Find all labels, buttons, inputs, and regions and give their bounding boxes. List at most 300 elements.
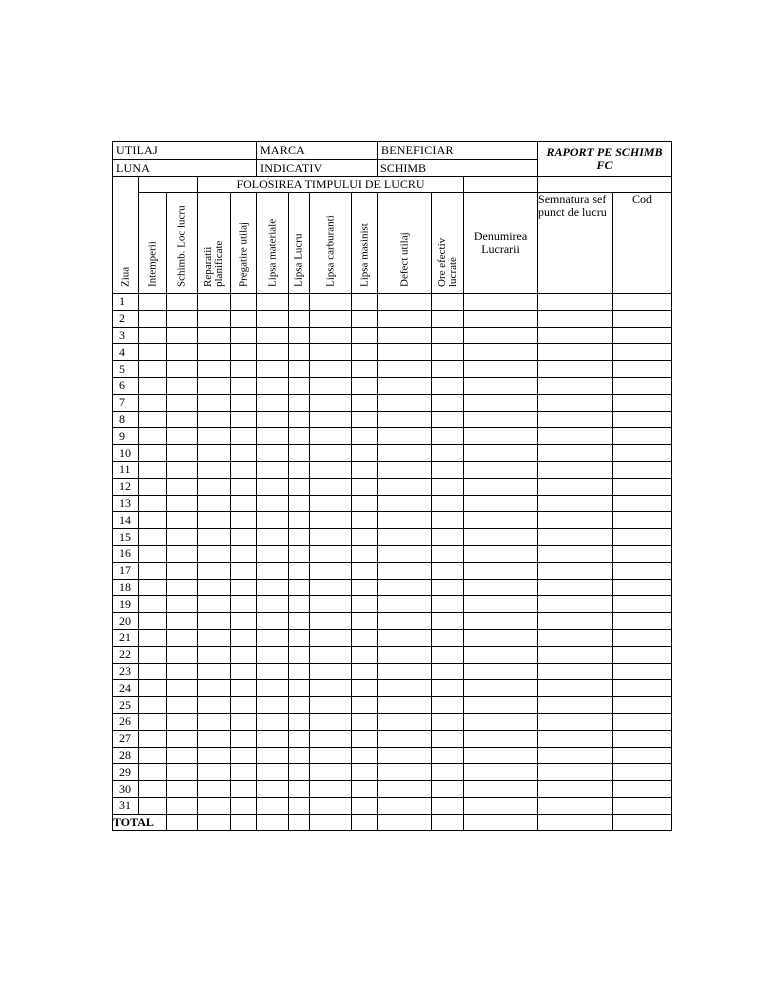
cell-defect[interactable] [378,781,432,798]
cell-semnatura[interactable] [538,294,613,311]
cell-schimb-loc[interactable] [167,445,198,462]
cell-ore-efectiv[interactable] [432,495,464,512]
cell-semnatura[interactable] [538,613,613,630]
cell-denumirea[interactable] [464,697,538,714]
cell-reparatii[interactable] [198,613,231,630]
cell-defect[interactable] [378,629,432,646]
cell-lipsa-masinist[interactable] [352,344,378,361]
cell-lipsa-materiale[interactable] [257,781,289,798]
cell-pregatire[interactable] [231,680,257,697]
total-lipsa-lucru[interactable] [289,814,310,830]
cell-pregatire[interactable] [231,613,257,630]
cell-lipsa-carburanti[interactable] [310,512,352,529]
cell-defect[interactable] [378,545,432,562]
cell-lipsa-masinist[interactable] [352,562,378,579]
cell-pregatire[interactable] [231,596,257,613]
cell-defect[interactable] [378,361,432,378]
cell-semnatura[interactable] [538,545,613,562]
cell-lipsa-masinist[interactable] [352,428,378,445]
cell-defect[interactable] [378,344,432,361]
cell-lipsa-masinist[interactable] [352,495,378,512]
cell-lipsa-lucru[interactable] [289,680,310,697]
cell-ore-efectiv[interactable] [432,394,464,411]
cell-reparatii[interactable] [198,478,231,495]
cell-ore-efectiv[interactable] [432,294,464,311]
cell-lipsa-lucru[interactable] [289,797,310,814]
cell-lipsa-carburanti[interactable] [310,327,352,344]
cell-cod[interactable] [613,797,672,814]
cell-denumirea[interactable] [464,680,538,697]
cell-lipsa-carburanti[interactable] [310,730,352,747]
cell-schimb-loc[interactable] [167,781,198,798]
cell-lipsa-masinist[interactable] [352,478,378,495]
cell-pregatire[interactable] [231,377,257,394]
cell-ore-efectiv[interactable] [432,545,464,562]
cell-lipsa-masinist[interactable] [352,294,378,311]
cell-lipsa-lucru[interactable] [289,344,310,361]
cell-lipsa-lucru[interactable] [289,730,310,747]
cell-intemperii[interactable] [139,680,167,697]
cell-ore-efectiv[interactable] [432,596,464,613]
cell-denumirea[interactable] [464,495,538,512]
cell-semnatura[interactable] [538,697,613,714]
cell-lipsa-carburanti[interactable] [310,344,352,361]
cell-lipsa-materiale[interactable] [257,663,289,680]
cell-denumirea[interactable] [464,529,538,546]
cell-semnatura[interactable] [538,596,613,613]
cell-ore-efectiv[interactable] [432,797,464,814]
cell-ore-efectiv[interactable] [432,529,464,546]
cell-lipsa-lucru[interactable] [289,613,310,630]
cell-ore-efectiv[interactable] [432,663,464,680]
cell-lipsa-carburanti[interactable] [310,579,352,596]
cell-denumirea[interactable] [464,461,538,478]
cell-pregatire[interactable] [231,697,257,714]
cell-ore-efectiv[interactable] [432,461,464,478]
cell-ore-efectiv[interactable] [432,764,464,781]
cell-intemperii[interactable] [139,411,167,428]
cell-lipsa-masinist[interactable] [352,797,378,814]
cell-intemperii[interactable] [139,512,167,529]
cell-semnatura[interactable] [538,461,613,478]
cell-lipsa-lucru[interactable] [289,310,310,327]
cell-lipsa-lucru[interactable] [289,394,310,411]
cell-pregatire[interactable] [231,294,257,311]
cell-schimb-loc[interactable] [167,495,198,512]
cell-denumirea[interactable] [464,562,538,579]
cell-schimb-loc[interactable] [167,461,198,478]
cell-lipsa-masinist[interactable] [352,377,378,394]
cell-lipsa-materiale[interactable] [257,394,289,411]
cell-intemperii[interactable] [139,327,167,344]
cell-lipsa-masinist[interactable] [352,697,378,714]
cell-lipsa-materiale[interactable] [257,613,289,630]
cell-lipsa-lucru[interactable] [289,428,310,445]
cell-lipsa-carburanti[interactable] [310,596,352,613]
cell-intemperii[interactable] [139,344,167,361]
cell-lipsa-carburanti[interactable] [310,478,352,495]
cell-intemperii[interactable] [139,613,167,630]
cell-reparatii[interactable] [198,545,231,562]
cell-defect[interactable] [378,764,432,781]
cell-lipsa-masinist[interactable] [352,613,378,630]
cell-denumirea[interactable] [464,394,538,411]
cell-ore-efectiv[interactable] [432,344,464,361]
cell-schimb-loc[interactable] [167,562,198,579]
cell-lipsa-lucru[interactable] [289,764,310,781]
cell-defect[interactable] [378,411,432,428]
cell-intemperii[interactable] [139,428,167,445]
cell-schimb-loc[interactable] [167,344,198,361]
cell-reparatii[interactable] [198,327,231,344]
cell-cod[interactable] [613,461,672,478]
cell-denumirea[interactable] [464,579,538,596]
cell-pregatire[interactable] [231,781,257,798]
cell-denumirea[interactable] [464,747,538,764]
cell-intemperii[interactable] [139,747,167,764]
cell-schimb-loc[interactable] [167,596,198,613]
cell-schimb-loc[interactable] [167,697,198,714]
cell-lipsa-lucru[interactable] [289,411,310,428]
cell-denumirea[interactable] [464,764,538,781]
cell-semnatura[interactable] [538,562,613,579]
cell-lipsa-materiale[interactable] [257,344,289,361]
cell-denumirea[interactable] [464,596,538,613]
cell-reparatii[interactable] [198,646,231,663]
cell-ore-efectiv[interactable] [432,310,464,327]
cell-cod[interactable] [613,411,672,428]
cell-lipsa-materiale[interactable] [257,797,289,814]
cell-lipsa-materiale[interactable] [257,428,289,445]
cell-schimb-loc[interactable] [167,310,198,327]
cell-lipsa-carburanti[interactable] [310,377,352,394]
cell-lipsa-lucru[interactable] [289,529,310,546]
cell-pregatire[interactable] [231,478,257,495]
cell-reparatii[interactable] [198,562,231,579]
cell-lipsa-lucru[interactable] [289,294,310,311]
cell-semnatura[interactable] [538,781,613,798]
cell-pregatire[interactable] [231,461,257,478]
total-ore-efectiv[interactable] [432,814,464,830]
cell-lipsa-lucru[interactable] [289,629,310,646]
cell-denumirea[interactable] [464,730,538,747]
cell-denumirea[interactable] [464,613,538,630]
cell-schimb-loc[interactable] [167,646,198,663]
cell-cod[interactable] [613,764,672,781]
cell-cod[interactable] [613,294,672,311]
cell-ore-efectiv[interactable] [432,579,464,596]
cell-reparatii[interactable] [198,579,231,596]
cell-lipsa-lucru[interactable] [289,562,310,579]
cell-lipsa-carburanti[interactable] [310,646,352,663]
cell-cod[interactable] [613,613,672,630]
cell-lipsa-masinist[interactable] [352,713,378,730]
cell-defect[interactable] [378,646,432,663]
cell-lipsa-masinist[interactable] [352,394,378,411]
cell-defect[interactable] [378,596,432,613]
cell-semnatura[interactable] [538,764,613,781]
cell-lipsa-carburanti[interactable] [310,411,352,428]
cell-reparatii[interactable] [198,697,231,714]
cell-schimb-loc[interactable] [167,512,198,529]
cell-cod[interactable] [613,697,672,714]
cell-intemperii[interactable] [139,697,167,714]
total-denumirea[interactable] [464,814,538,830]
cell-lipsa-materiale[interactable] [257,562,289,579]
cell-intemperii[interactable] [139,529,167,546]
cell-pregatire[interactable] [231,663,257,680]
cell-semnatura[interactable] [538,327,613,344]
cell-reparatii[interactable] [198,764,231,781]
cell-semnatura[interactable] [538,361,613,378]
cell-cod[interactable] [613,495,672,512]
cell-lipsa-carburanti[interactable] [310,797,352,814]
cell-ore-efectiv[interactable] [432,445,464,462]
cell-denumirea[interactable] [464,646,538,663]
cell-reparatii[interactable] [198,797,231,814]
cell-lipsa-lucru[interactable] [289,697,310,714]
cell-lipsa-masinist[interactable] [352,646,378,663]
cell-semnatura[interactable] [538,663,613,680]
cell-denumirea[interactable] [464,478,538,495]
cell-lipsa-materiale[interactable] [257,310,289,327]
cell-lipsa-masinist[interactable] [352,680,378,697]
cell-cod[interactable] [613,344,672,361]
total-pregatire[interactable] [231,814,257,830]
cell-reparatii[interactable] [198,294,231,311]
cell-lipsa-carburanti[interactable] [310,781,352,798]
cell-defect[interactable] [378,747,432,764]
cell-denumirea[interactable] [464,781,538,798]
cell-defect[interactable] [378,512,432,529]
cell-lipsa-materiale[interactable] [257,445,289,462]
cell-cod[interactable] [613,478,672,495]
cell-schimb-loc[interactable] [167,529,198,546]
cell-schimb-loc[interactable] [167,545,198,562]
cell-schimb-loc[interactable] [167,613,198,630]
cell-lipsa-masinist[interactable] [352,461,378,478]
cell-lipsa-materiale[interactable] [257,713,289,730]
cell-semnatura[interactable] [538,730,613,747]
cell-ore-efectiv[interactable] [432,646,464,663]
cell-schimb-loc[interactable] [167,478,198,495]
cell-schimb-loc[interactable] [167,327,198,344]
cell-semnatura[interactable] [538,747,613,764]
cell-semnatura[interactable] [538,529,613,546]
cell-defect[interactable] [378,495,432,512]
cell-lipsa-lucru[interactable] [289,646,310,663]
cell-pregatire[interactable] [231,512,257,529]
cell-lipsa-materiale[interactable] [257,764,289,781]
cell-intemperii[interactable] [139,361,167,378]
cell-pregatire[interactable] [231,411,257,428]
cell-schimb-loc[interactable] [167,361,198,378]
cell-lipsa-carburanti[interactable] [310,545,352,562]
cell-defect[interactable] [378,478,432,495]
cell-ore-efectiv[interactable] [432,747,464,764]
cell-lipsa-masinist[interactable] [352,512,378,529]
cell-intemperii[interactable] [139,797,167,814]
cell-semnatura[interactable] [538,646,613,663]
cell-cod[interactable] [613,377,672,394]
cell-lipsa-materiale[interactable] [257,596,289,613]
cell-pregatire[interactable] [231,730,257,747]
cell-semnatura[interactable] [538,411,613,428]
cell-pregatire[interactable] [231,361,257,378]
cell-defect[interactable] [378,461,432,478]
cell-lipsa-carburanti[interactable] [310,529,352,546]
cell-denumirea[interactable] [464,294,538,311]
cell-semnatura[interactable] [538,495,613,512]
cell-schimb-loc[interactable] [167,730,198,747]
cell-lipsa-materiale[interactable] [257,512,289,529]
cell-lipsa-materiale[interactable] [257,747,289,764]
cell-lipsa-materiale[interactable] [257,478,289,495]
cell-lipsa-lucru[interactable] [289,663,310,680]
cell-semnatura[interactable] [538,394,613,411]
cell-schimb-loc[interactable] [167,797,198,814]
cell-cod[interactable] [613,327,672,344]
cell-intemperii[interactable] [139,579,167,596]
cell-cod[interactable] [613,646,672,663]
cell-reparatii[interactable] [198,310,231,327]
cell-semnatura[interactable] [538,629,613,646]
cell-intemperii[interactable] [139,646,167,663]
cell-reparatii[interactable] [198,428,231,445]
cell-pregatire[interactable] [231,529,257,546]
cell-lipsa-lucru[interactable] [289,495,310,512]
cell-lipsa-masinist[interactable] [352,579,378,596]
cell-ore-efectiv[interactable] [432,697,464,714]
total-lipsa-materiale[interactable] [257,814,289,830]
cell-lipsa-carburanti[interactable] [310,361,352,378]
cell-intemperii[interactable] [139,445,167,462]
cell-lipsa-masinist[interactable] [352,529,378,546]
cell-lipsa-lucru[interactable] [289,596,310,613]
cell-defect[interactable] [378,294,432,311]
cell-defect[interactable] [378,327,432,344]
cell-reparatii[interactable] [198,730,231,747]
cell-denumirea[interactable] [464,428,538,445]
cell-denumirea[interactable] [464,411,538,428]
cell-pregatire[interactable] [231,764,257,781]
total-schimb-loc[interactable] [167,814,198,830]
cell-lipsa-masinist[interactable] [352,747,378,764]
cell-intemperii[interactable] [139,545,167,562]
cell-ore-efectiv[interactable] [432,361,464,378]
cell-denumirea[interactable] [464,797,538,814]
cell-lipsa-materiale[interactable] [257,680,289,697]
cell-reparatii[interactable] [198,344,231,361]
cell-ore-efectiv[interactable] [432,428,464,445]
cell-defect[interactable] [378,680,432,697]
cell-schimb-loc[interactable] [167,764,198,781]
total-cod[interactable] [613,814,672,830]
cell-intemperii[interactable] [139,781,167,798]
cell-pregatire[interactable] [231,713,257,730]
cell-reparatii[interactable] [198,663,231,680]
cell-intemperii[interactable] [139,478,167,495]
cell-ore-efectiv[interactable] [432,781,464,798]
cell-intemperii[interactable] [139,495,167,512]
cell-pregatire[interactable] [231,344,257,361]
cell-cod[interactable] [613,545,672,562]
cell-lipsa-masinist[interactable] [352,781,378,798]
cell-defect[interactable] [378,445,432,462]
cell-lipsa-masinist[interactable] [352,327,378,344]
cell-reparatii[interactable] [198,680,231,697]
total-lipsa-carburanti[interactable] [310,814,352,830]
cell-cod[interactable] [613,680,672,697]
cell-ore-efectiv[interactable] [432,512,464,529]
cell-lipsa-lucru[interactable] [289,478,310,495]
cell-ore-efectiv[interactable] [432,562,464,579]
cell-lipsa-carburanti[interactable] [310,764,352,781]
cell-reparatii[interactable] [198,629,231,646]
cell-cod[interactable] [613,781,672,798]
cell-intemperii[interactable] [139,629,167,646]
cell-cod[interactable] [613,394,672,411]
cell-schimb-loc[interactable] [167,629,198,646]
cell-schimb-loc[interactable] [167,394,198,411]
cell-denumirea[interactable] [464,629,538,646]
cell-cod[interactable] [613,562,672,579]
cell-semnatura[interactable] [538,428,613,445]
cell-reparatii[interactable] [198,495,231,512]
cell-reparatii[interactable] [198,747,231,764]
cell-cod[interactable] [613,629,672,646]
cell-schimb-loc[interactable] [167,713,198,730]
cell-lipsa-lucru[interactable] [289,512,310,529]
cell-pregatire[interactable] [231,646,257,663]
cell-pregatire[interactable] [231,445,257,462]
cell-lipsa-lucru[interactable] [289,545,310,562]
cell-lipsa-lucru[interactable] [289,781,310,798]
cell-cod[interactable] [613,529,672,546]
cell-lipsa-materiale[interactable] [257,361,289,378]
cell-lipsa-materiale[interactable] [257,579,289,596]
cell-lipsa-lucru[interactable] [289,327,310,344]
cell-pregatire[interactable] [231,579,257,596]
cell-lipsa-materiale[interactable] [257,629,289,646]
cell-lipsa-carburanti[interactable] [310,680,352,697]
cell-lipsa-materiale[interactable] [257,327,289,344]
cell-lipsa-carburanti[interactable] [310,394,352,411]
cell-defect[interactable] [378,579,432,596]
cell-lipsa-carburanti[interactable] [310,713,352,730]
cell-lipsa-lucru[interactable] [289,713,310,730]
cell-lipsa-materiale[interactable] [257,545,289,562]
cell-pregatire[interactable] [231,495,257,512]
cell-defect[interactable] [378,797,432,814]
cell-pregatire[interactable] [231,327,257,344]
cell-denumirea[interactable] [464,344,538,361]
cell-lipsa-masinist[interactable] [352,310,378,327]
cell-lipsa-materiale[interactable] [257,411,289,428]
cell-schimb-loc[interactable] [167,428,198,445]
cell-lipsa-lucru[interactable] [289,361,310,378]
cell-intemperii[interactable] [139,294,167,311]
cell-lipsa-masinist[interactable] [352,545,378,562]
cell-cod[interactable] [613,428,672,445]
cell-denumirea[interactable] [464,445,538,462]
total-reparatii[interactable] [198,814,231,830]
cell-lipsa-masinist[interactable] [352,361,378,378]
cell-pregatire[interactable] [231,562,257,579]
cell-reparatii[interactable] [198,596,231,613]
cell-denumirea[interactable] [464,377,538,394]
cell-cod[interactable] [613,361,672,378]
